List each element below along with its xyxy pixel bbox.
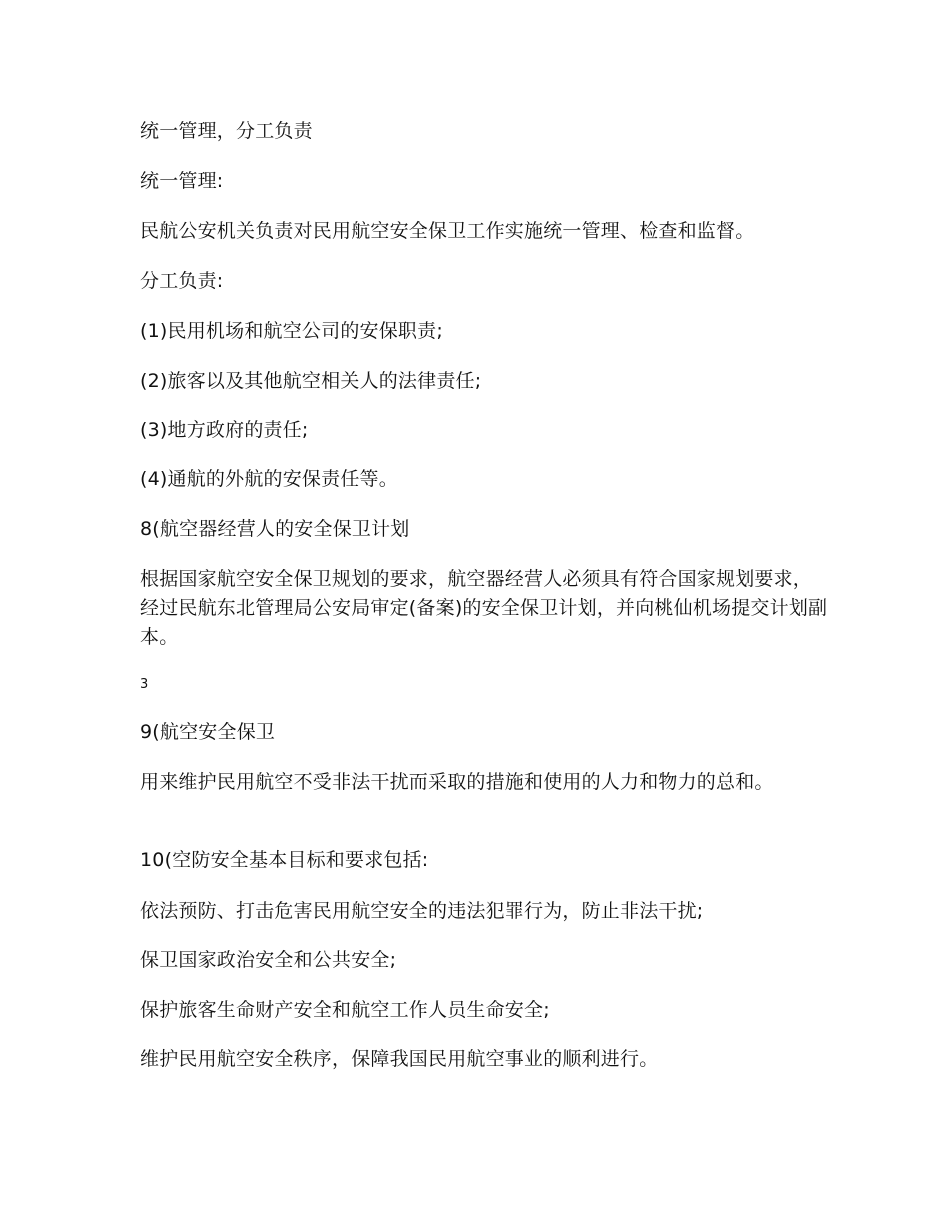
section-heading: 统一管理，分工负责: [140, 120, 313, 142]
paragraph: 用来维护民用航空不受非法干扰而采取的措施和使用的人力和物力的总和。: [140, 771, 774, 793]
paragraph: 维护民用航空安全秩序，保障我国民用航空事业的顺利进行。: [140, 1048, 659, 1070]
list-item: (2)旅客以及其他航空相关人的法律责任;: [140, 370, 482, 392]
subheading: 统一管理:: [140, 170, 224, 192]
paragraph: 保卫国家政治安全和公共安全;: [140, 949, 397, 971]
paragraph: 保护旅客生命财产安全和航空工作人员生命安全;: [140, 999, 550, 1021]
list-item: (3)地方政府的责任;: [140, 419, 309, 441]
section-heading: 9(航空安全保卫: [140, 721, 276, 743]
paragraph: 民航公安机关负责对民用航空安全保卫工作实施统一管理、检查和监督。: [140, 220, 755, 242]
section-heading: 8(航空器经营人的安全保卫计划: [140, 518, 410, 540]
paragraph: 根据国家航空安全保卫规划的要求，航空器经营人必须具有符合国家规划要求，经过民航东北管理局公安局审定(备案)的安全保卫计划，并向桃仙机场提交计划副本。: [140, 568, 828, 648]
list-item: (1)民用机场和航空公司的安保职责;: [140, 320, 443, 342]
list-item: (4)通航的外航的安保责任等。: [140, 468, 398, 490]
page-number: 3: [140, 677, 149, 692]
section-heading: 10(空防安全基本目标和要求包括:: [140, 849, 429, 871]
paragraph: 依法预防、打击危害民用航空安全的违法犯罪行为，防止非法干扰;: [140, 900, 704, 922]
subheading: 分工负责:: [140, 270, 224, 292]
